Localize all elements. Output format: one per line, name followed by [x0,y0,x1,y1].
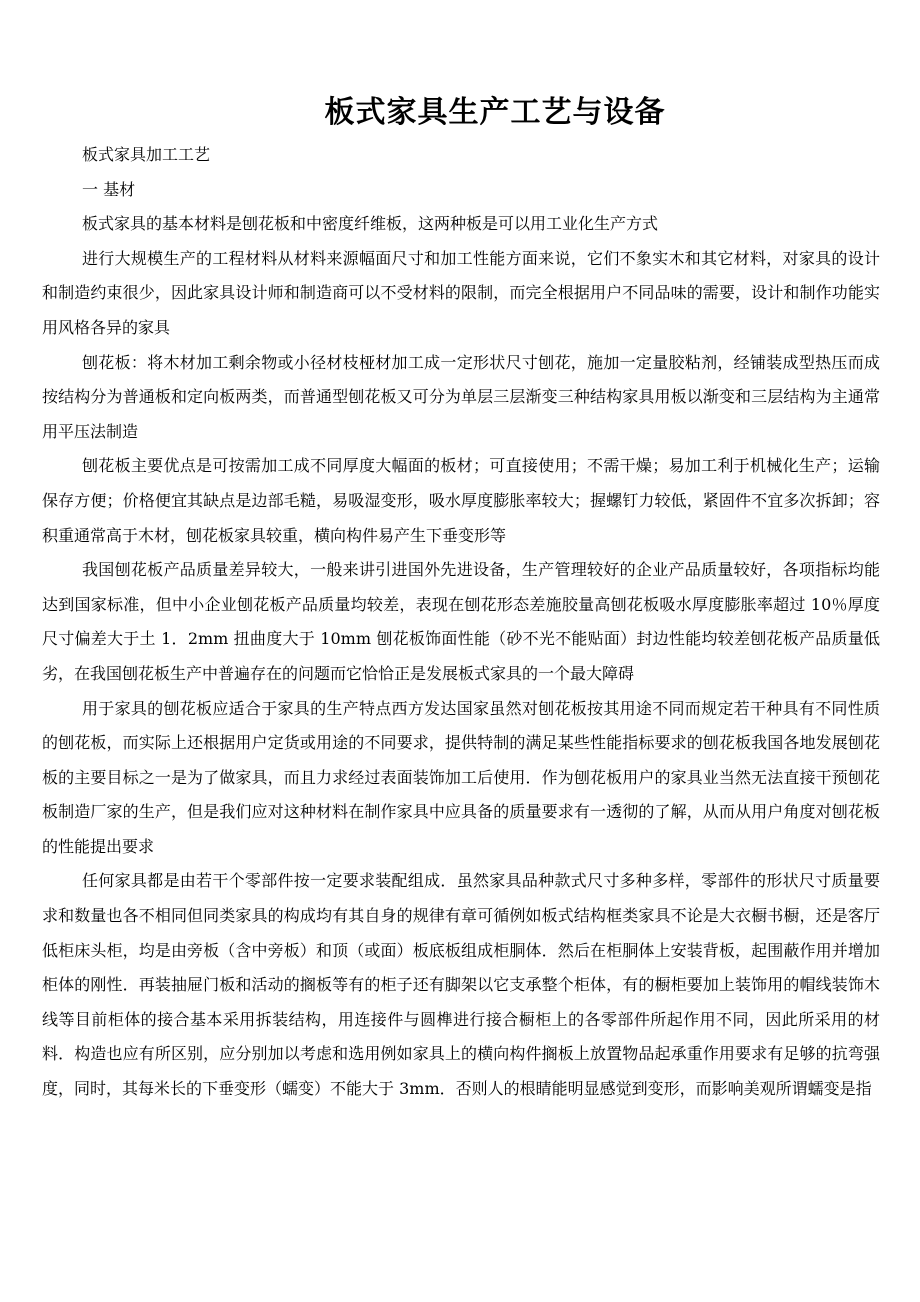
paragraph: 进行大规模生产的工程材料从材料来源幅面尺寸和加工性能方面来说，它们不象实木和其它材料，对家具的设计和制造约束很少，因此家具设计师和制造商可以不受材料的限制，而完全根据用户不同品味的需要，设计和制作功能实用风格各异的家具 [42,248,880,337]
paragraph-section-heading: 板式家具加工工艺 [82,145,211,164]
document-title: 板式家具生产工艺与设备 [324,95,666,130]
paragraph: 用于家具的刨花板应适合于家具的生产特点西方发达国家虽然对刨花板按其用途不同而规定若干种具有不同性质的刨花板，而实际上还根据用户定货或用途的不同要求，提供特制的满足某些性能指标要求的刨花板我国各地发展刨花板的主要目标之一是为了做家具，而且力求经过表面装饰加工后使用．作为刨花板用户的家具业当然无法直接干预刨花板制造厂家的生产，但是我们应对这种材料在制作家具中应具备的质量要求有一透彻的了解，从而从用户角度对刨花板的性能提出要求 [42,698,880,856]
paragraph: 刨花板主要优点是可按需加工成不同厚度大幅面的板材；可直接使用；不需干燥；易加工利于机械化生产；运输保存方便；价格便宜其缺点是边部毛糙，易吸湿变形，吸水厚度膨胀率较大；握螺钉力较低，紧固件不宜多次拆卸；容积重通常高于木材，刨花板家具较重，横向构件易产生下垂变形等 [42,456,880,545]
paragraph-subheading-substrate: 一 基材 [82,179,136,199]
paragraph: 板式家具的基本材料是刨花板和中密度纤维板，这两种板是可以用工业化生产方式 [82,214,659,234]
paragraph: 任何家具都是由若干个零部件按一定要求装配组成．虽然家具品种款式尺寸多种多样，零部件的形状尺寸质量要求和数量也各不相同但同类家具的构成均有其自身的规律有章可循例如板式结构框类家具不论是大衣橱书橱，还是客厅低柜床头柜，均是由旁板（含中旁板）和顶（或面）板底板组成柜胴体．然后在柜胴体上安装背板，起围蔽作用并增加柜体的刚性．再装抽屉门板和活动的搁板等有的柜子还有脚架以它支承整个柜体，有的橱柜要加上装饰用的帽线装饰木线等目前柜体的接合基本采用拆装结构，用连接件与圆榫进行接合橱柜上的各零部件所起作用不同，因此所采用的材料．构造也应有所区别，应分别加以考虑和选用例如家具上的横向构件搁板上放置物品起承重作用要求有足够的抗弯强度，同时，其每米长的下垂变形（蠕变）不能大于 3mm．否则人的根睛能明显感觉到变形，而影响美观所谓蠕变是指 [42,871,880,1099]
paragraph: 刨花板：将木材加工剩余物或小径材枝桠材加工成一定形状尺寸刨花，施加一定量胶粘剂，经铺装成型热压而成按结构分为普通板和定向板两类，而普通型刨花板又可分为单层三层渐变三种结构家具用板以渐变和三层结构为主通常用平压法制造 [42,352,880,441]
document-body [42,138,880,1107]
paragraph: 我国刨花板产品质量差异较大，一般来讲引进国外先进设备，生产管理较好的企业产品质量较好，各项指标均能达到国家标准，但中小企业刨花板产品质量均较差，表现在刨花形态差施胶量高刨花板吸水厚度膨胀率超过 10％厚度尺寸偏差大于土 1．2mm 扭曲度大于 10mm 刨花板饰面性能（砂不光不能贴面）封边性能均较差刨花板产品质量低劣，在我国刨花板生产中普遍存在的问题而它恰恰正是发展板式家具的一个最大障碍 [42,560,880,683]
